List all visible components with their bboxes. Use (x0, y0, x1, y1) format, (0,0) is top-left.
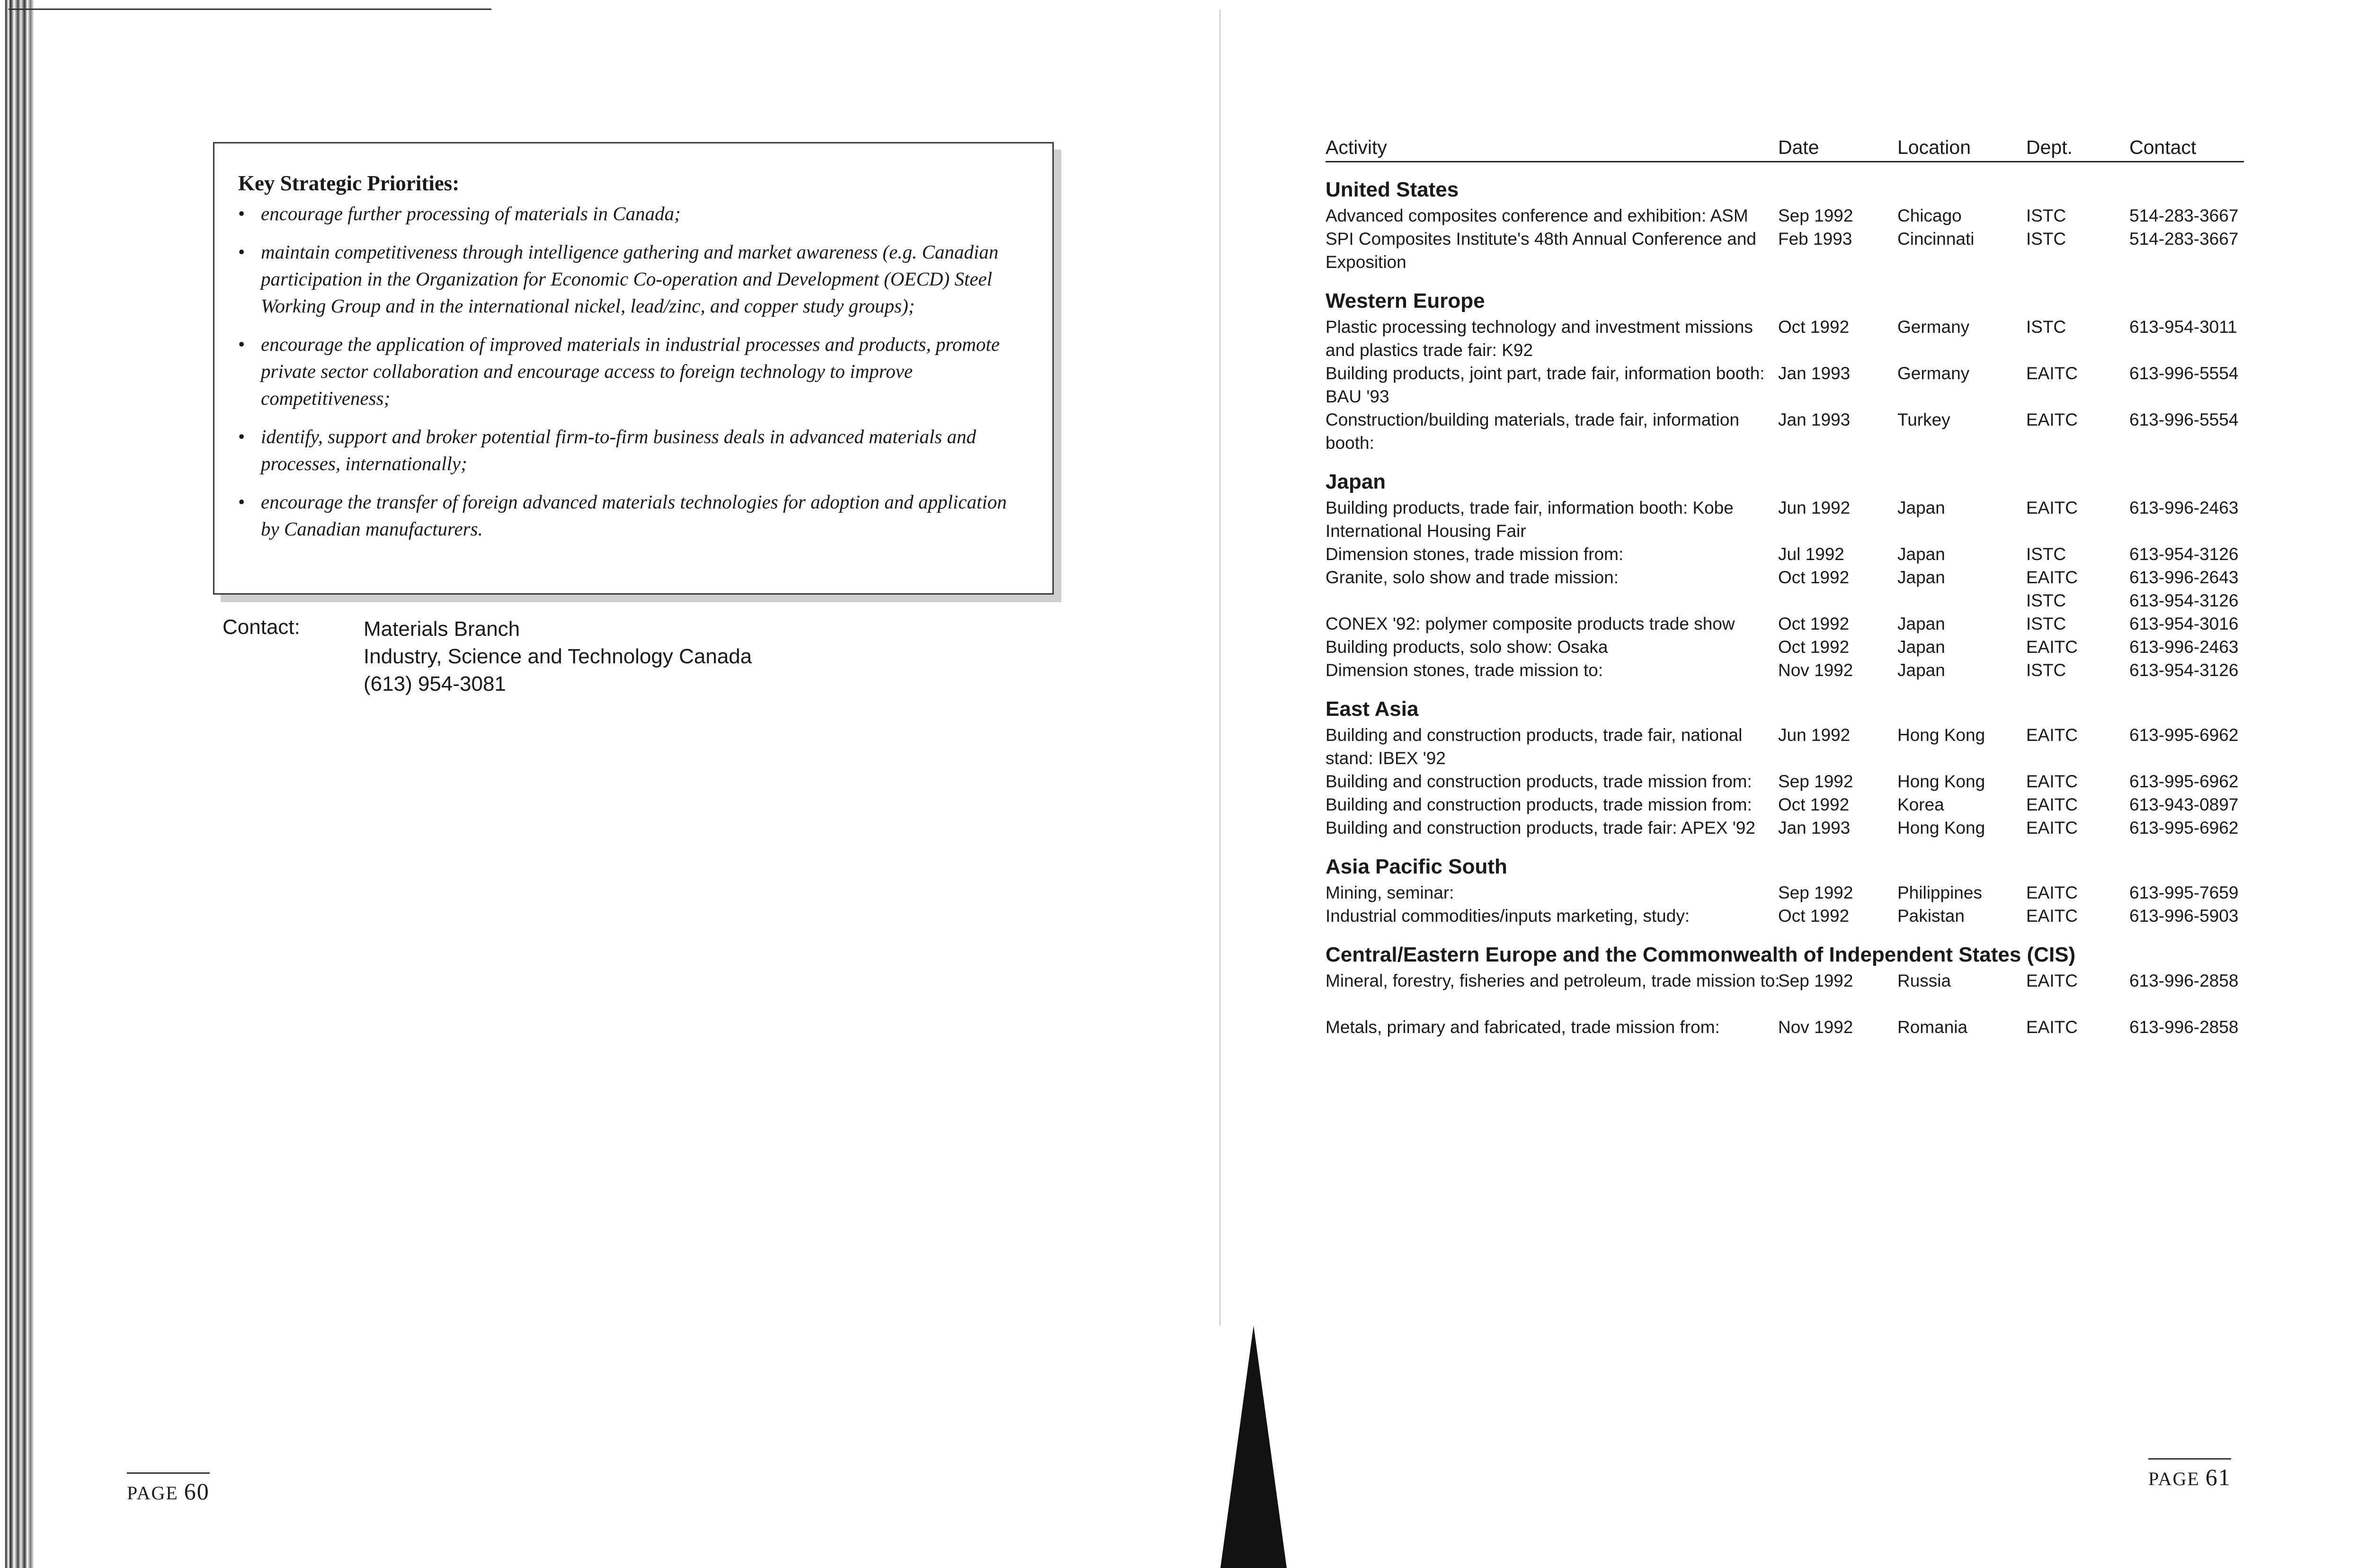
cell-dept: EAITC (2026, 818, 2078, 837)
cell-dept: EAITC (2026, 725, 2078, 745)
cell-location: Korea (1897, 795, 1944, 814)
table-section (1326, 853, 2244, 927)
section-title: United States (1326, 178, 1459, 201)
cell-location: Germany (1897, 317, 1970, 337)
table-section (1326, 941, 2244, 1039)
page-number: 60 (184, 1478, 210, 1505)
cell-date: Sep 1992 (1778, 971, 1853, 990)
cell-date: Sep 1992 (1778, 206, 1853, 225)
contact-line: (613) 954-3081 (364, 672, 506, 695)
cell-dept: EAITC (2026, 410, 2078, 429)
cell-date: Oct 1992 (1778, 906, 1850, 926)
cell-activity: Plastic processing technology and investment missions and plastics trade fair: K92 (1326, 317, 1753, 360)
cell-location: Pakistan (1897, 906, 1965, 926)
cell-date: Oct 1992 (1778, 637, 1850, 657)
table-row (1326, 204, 2244, 227)
cell-contact: 613-996-2858 (2129, 971, 2239, 990)
cell-dept: EAITC (2026, 1017, 2078, 1037)
table-body (1326, 176, 2244, 1039)
key-priorities-title: Key Strategic Priorities: (238, 171, 460, 195)
cell-activity: Building products, joint part, trade fair, information booth: BAU '93 (1326, 364, 1765, 406)
cell-dept: ISTC (2026, 591, 2066, 610)
table-row (1326, 770, 2244, 793)
table-section (1326, 176, 2244, 274)
cell-contact: 613-996-5554 (2129, 410, 2239, 429)
cell-dept: EAITC (2026, 772, 2078, 791)
page-number-left (127, 1472, 210, 1505)
cell-location: Hong Kong (1897, 818, 1985, 837)
cell-location: Chicago (1897, 206, 1962, 225)
cell-activity: Building and construction products, trade fair: APEX '92 (1326, 818, 1755, 837)
cell-date: Jun 1992 (1778, 725, 1851, 745)
page-number: 61 (2205, 1464, 2231, 1490)
cell-activity: Building and construction products, trade mission from: (1326, 772, 1752, 791)
section-title: Central/Eastern Europe and the Commonwealth of Independent States (CIS) (1326, 943, 2076, 966)
header-location: Location (1897, 136, 1971, 158)
cell-activity: Construction/building materials, trade fair, information booth: (1326, 410, 1740, 453)
cell-dept: EAITC (2026, 568, 2078, 587)
cell-contact: 613-995-6962 (2129, 725, 2239, 745)
table-row (1326, 408, 2244, 454)
section-title: Asia Pacific South (1326, 855, 1507, 878)
table-row (1326, 315, 2244, 362)
section-title: Japan (1326, 470, 1386, 493)
cell-activity: Building and construction products, trade fair, national stand: IBEX '92 (1326, 725, 1743, 768)
cell-dept: EAITC (2026, 637, 2078, 657)
table-row (1326, 969, 2244, 1016)
table-row (1326, 793, 2244, 816)
bullet-icon: • (238, 333, 245, 355)
header-contact: Contact (2129, 136, 2197, 158)
cell-activity: Granite, solo show and trade mission: (1326, 568, 1619, 587)
cell-date: Oct 1992 (1778, 614, 1850, 633)
cell-contact: 613-996-2463 (2129, 637, 2239, 657)
cell-location: Japan (1897, 544, 1945, 564)
table-row (1326, 362, 2244, 408)
cell-date: Jan 1993 (1778, 410, 1851, 429)
page-label: PAGE (127, 1482, 178, 1504)
bullet-icon: • (238, 241, 245, 263)
cell-contact: 613-954-3126 (2129, 544, 2239, 564)
cell-contact: 613-995-6962 (2129, 772, 2239, 791)
priority-text: maintain competitiveness through intelligence gathering and market awareness (e.g. Canadian participation in the Organization for Economic Co-operation and Development (OECD) Steel Working Group and in the international nickel, lead/zinc, and copper study groups); (261, 241, 999, 317)
cell-contact: 613-996-2463 (2129, 498, 2239, 517)
top-rule (9, 9, 491, 10)
table-row (1326, 659, 2244, 682)
cell-date: Nov 1992 (1778, 660, 1853, 680)
section-title: Western Europe (1326, 289, 1485, 312)
table-row (1326, 881, 2244, 904)
cell-location: Japan (1897, 568, 1945, 587)
cell-date: Oct 1992 (1778, 317, 1850, 337)
cell-activity: Metals, primary and fabricated, trade mission from: (1326, 1017, 1720, 1037)
table-row (1326, 227, 2244, 274)
contact-line: Industry, Science and Technology Canada (364, 645, 752, 668)
gutter-shadow (1220, 1326, 1287, 1568)
cell-location: Japan (1897, 637, 1945, 657)
table-row (1326, 612, 2244, 635)
cell-date: Jun 1992 (1778, 498, 1851, 517)
cell-activity: SPI Composites Institute's 48th Annual Conference and Exposition (1326, 229, 1757, 272)
priority-item (238, 239, 1024, 320)
table-row (1326, 723, 2244, 770)
contact-block (364, 615, 752, 698)
cell-contact: 613-995-6962 (2129, 818, 2239, 837)
table-row (1326, 635, 2244, 659)
cell-activity: Building products, solo show: Osaka (1326, 637, 1608, 657)
activities-table (1326, 128, 2244, 1039)
cell-activity: Dimension stones, trade mission to: (1326, 660, 1603, 680)
cell-location: Germany (1897, 364, 1970, 383)
header-activity: Activity (1326, 136, 1387, 158)
key-priorities-list (238, 200, 1024, 554)
cell-activity: Building and construction products, trade mission from: (1326, 795, 1752, 814)
header-date: Date (1778, 136, 1819, 158)
cell-contact: 613-996-2643 (2129, 568, 2239, 587)
header-dept: Dept. (2026, 136, 2073, 158)
table-row (1326, 543, 2244, 566)
section-title: East Asia (1326, 697, 1419, 721)
table-row (1326, 566, 2244, 589)
cell-dept: EAITC (2026, 795, 2078, 814)
contact-label: Contact: (222, 615, 300, 639)
cell-date: Jan 1993 (1778, 364, 1851, 383)
cell-contact: 613-995-7659 (2129, 883, 2239, 902)
page-number-right (2148, 1458, 2231, 1491)
cell-dept: EAITC (2026, 498, 2078, 517)
cell-location: Hong Kong (1897, 772, 1985, 791)
cell-location: Philippines (1897, 883, 1982, 902)
table-header (1326, 128, 2244, 162)
cell-contact: 514-283-3667 (2129, 229, 2239, 249)
cell-dept: ISTC (2026, 229, 2066, 249)
cell-activity: Mineral, forestry, fisheries and petroleum, trade mission to: (1326, 971, 1780, 990)
cell-location: Hong Kong (1897, 725, 1985, 745)
cell-date: Nov 1992 (1778, 1017, 1853, 1037)
cell-contact: 613-954-3011 (2129, 317, 2237, 337)
cell-contact: 613-954-3016 (2129, 614, 2239, 633)
cell-dept: ISTC (2026, 317, 2066, 337)
cell-activity: Building products, trade fair, information booth: Kobe International Housing Fair (1326, 498, 1734, 541)
cell-dept: EAITC (2026, 971, 2078, 990)
cell-contact: 613-954-3126 (2129, 591, 2239, 610)
cell-date: Oct 1992 (1778, 568, 1850, 587)
gutter-line (1219, 9, 1220, 1326)
cell-location: Russia (1897, 971, 1951, 990)
bullet-icon: • (238, 426, 245, 447)
binding-edge-left (0, 0, 34, 1568)
cell-contact: 613-996-5554 (2129, 364, 2239, 383)
cell-location: Turkey (1897, 410, 1950, 429)
cell-activity: Industrial commodities/inputs marketing, study: (1326, 906, 1690, 926)
priority-text: identify, support and broker potential firm-to-firm business deals in advanced materials and processes, internationally; (261, 426, 976, 474)
cell-date: Sep 1992 (1778, 883, 1853, 902)
table-section (1326, 287, 2244, 454)
priority-item (238, 331, 1024, 412)
cell-dept: EAITC (2026, 883, 2078, 902)
table-row (1326, 589, 2244, 612)
table-row (1326, 904, 2244, 927)
priority-item (238, 489, 1024, 543)
cell-date: Jul 1992 (1778, 544, 1844, 564)
table-row (1326, 1016, 2244, 1039)
cell-contact: 613-954-3126 (2129, 660, 2239, 680)
cell-dept: ISTC (2026, 206, 2066, 225)
table-row (1326, 496, 2244, 543)
cell-activity: Mining, seminar: (1326, 883, 1454, 902)
cell-activity: Dimension stones, trade mission from: (1326, 544, 1624, 564)
cell-activity: Advanced composites conference and exhibition: ASM (1326, 206, 1748, 225)
cell-location: Romania (1897, 1017, 1968, 1037)
key-priorities-box (213, 142, 1054, 595)
priority-item (238, 200, 1024, 227)
cell-contact: 613-996-2858 (2129, 1017, 2239, 1037)
cell-location: Japan (1897, 660, 1945, 680)
cell-dept: ISTC (2026, 660, 2066, 680)
cell-contact: 514-283-3667 (2129, 206, 2239, 225)
cell-dept: ISTC (2026, 544, 2066, 564)
cell-dept: EAITC (2026, 906, 2078, 926)
priority-item (238, 423, 1024, 477)
cell-contact: 613-996-5903 (2129, 906, 2239, 926)
table-section (1326, 468, 2244, 682)
cell-location: Japan (1897, 498, 1945, 517)
priority-text: encourage further processing of materials in Canada; (261, 203, 681, 224)
cell-location: Japan (1897, 614, 1945, 633)
priority-text: encourage the transfer of foreign advanced materials technologies for adoption and application by Canadian manufacturers. (261, 491, 1007, 540)
priority-text: encourage the application of improved materials in industrial processes and products, promote private sector collaboration and encourage access to foreign technology to improve competitiveness; (261, 333, 1000, 409)
contact-line: Materials Branch (364, 617, 520, 641)
table-row (1326, 816, 2244, 839)
cell-date: Feb 1993 (1778, 229, 1852, 249)
page-label: PAGE (2148, 1468, 2200, 1489)
cell-activity: CONEX '92: polymer composite products trade show (1326, 614, 1735, 633)
bullet-icon: • (238, 203, 245, 224)
cell-location: Cincinnati (1897, 229, 1975, 249)
cell-date: Sep 1992 (1778, 772, 1853, 791)
bullet-icon: • (238, 491, 245, 513)
table-section (1326, 695, 2244, 839)
cell-dept: ISTC (2026, 614, 2066, 633)
cell-date: Jan 1993 (1778, 818, 1851, 837)
cell-contact: 613-943-0897 (2129, 795, 2239, 814)
cell-date: Oct 1992 (1778, 795, 1850, 814)
cell-dept: EAITC (2026, 364, 2078, 383)
